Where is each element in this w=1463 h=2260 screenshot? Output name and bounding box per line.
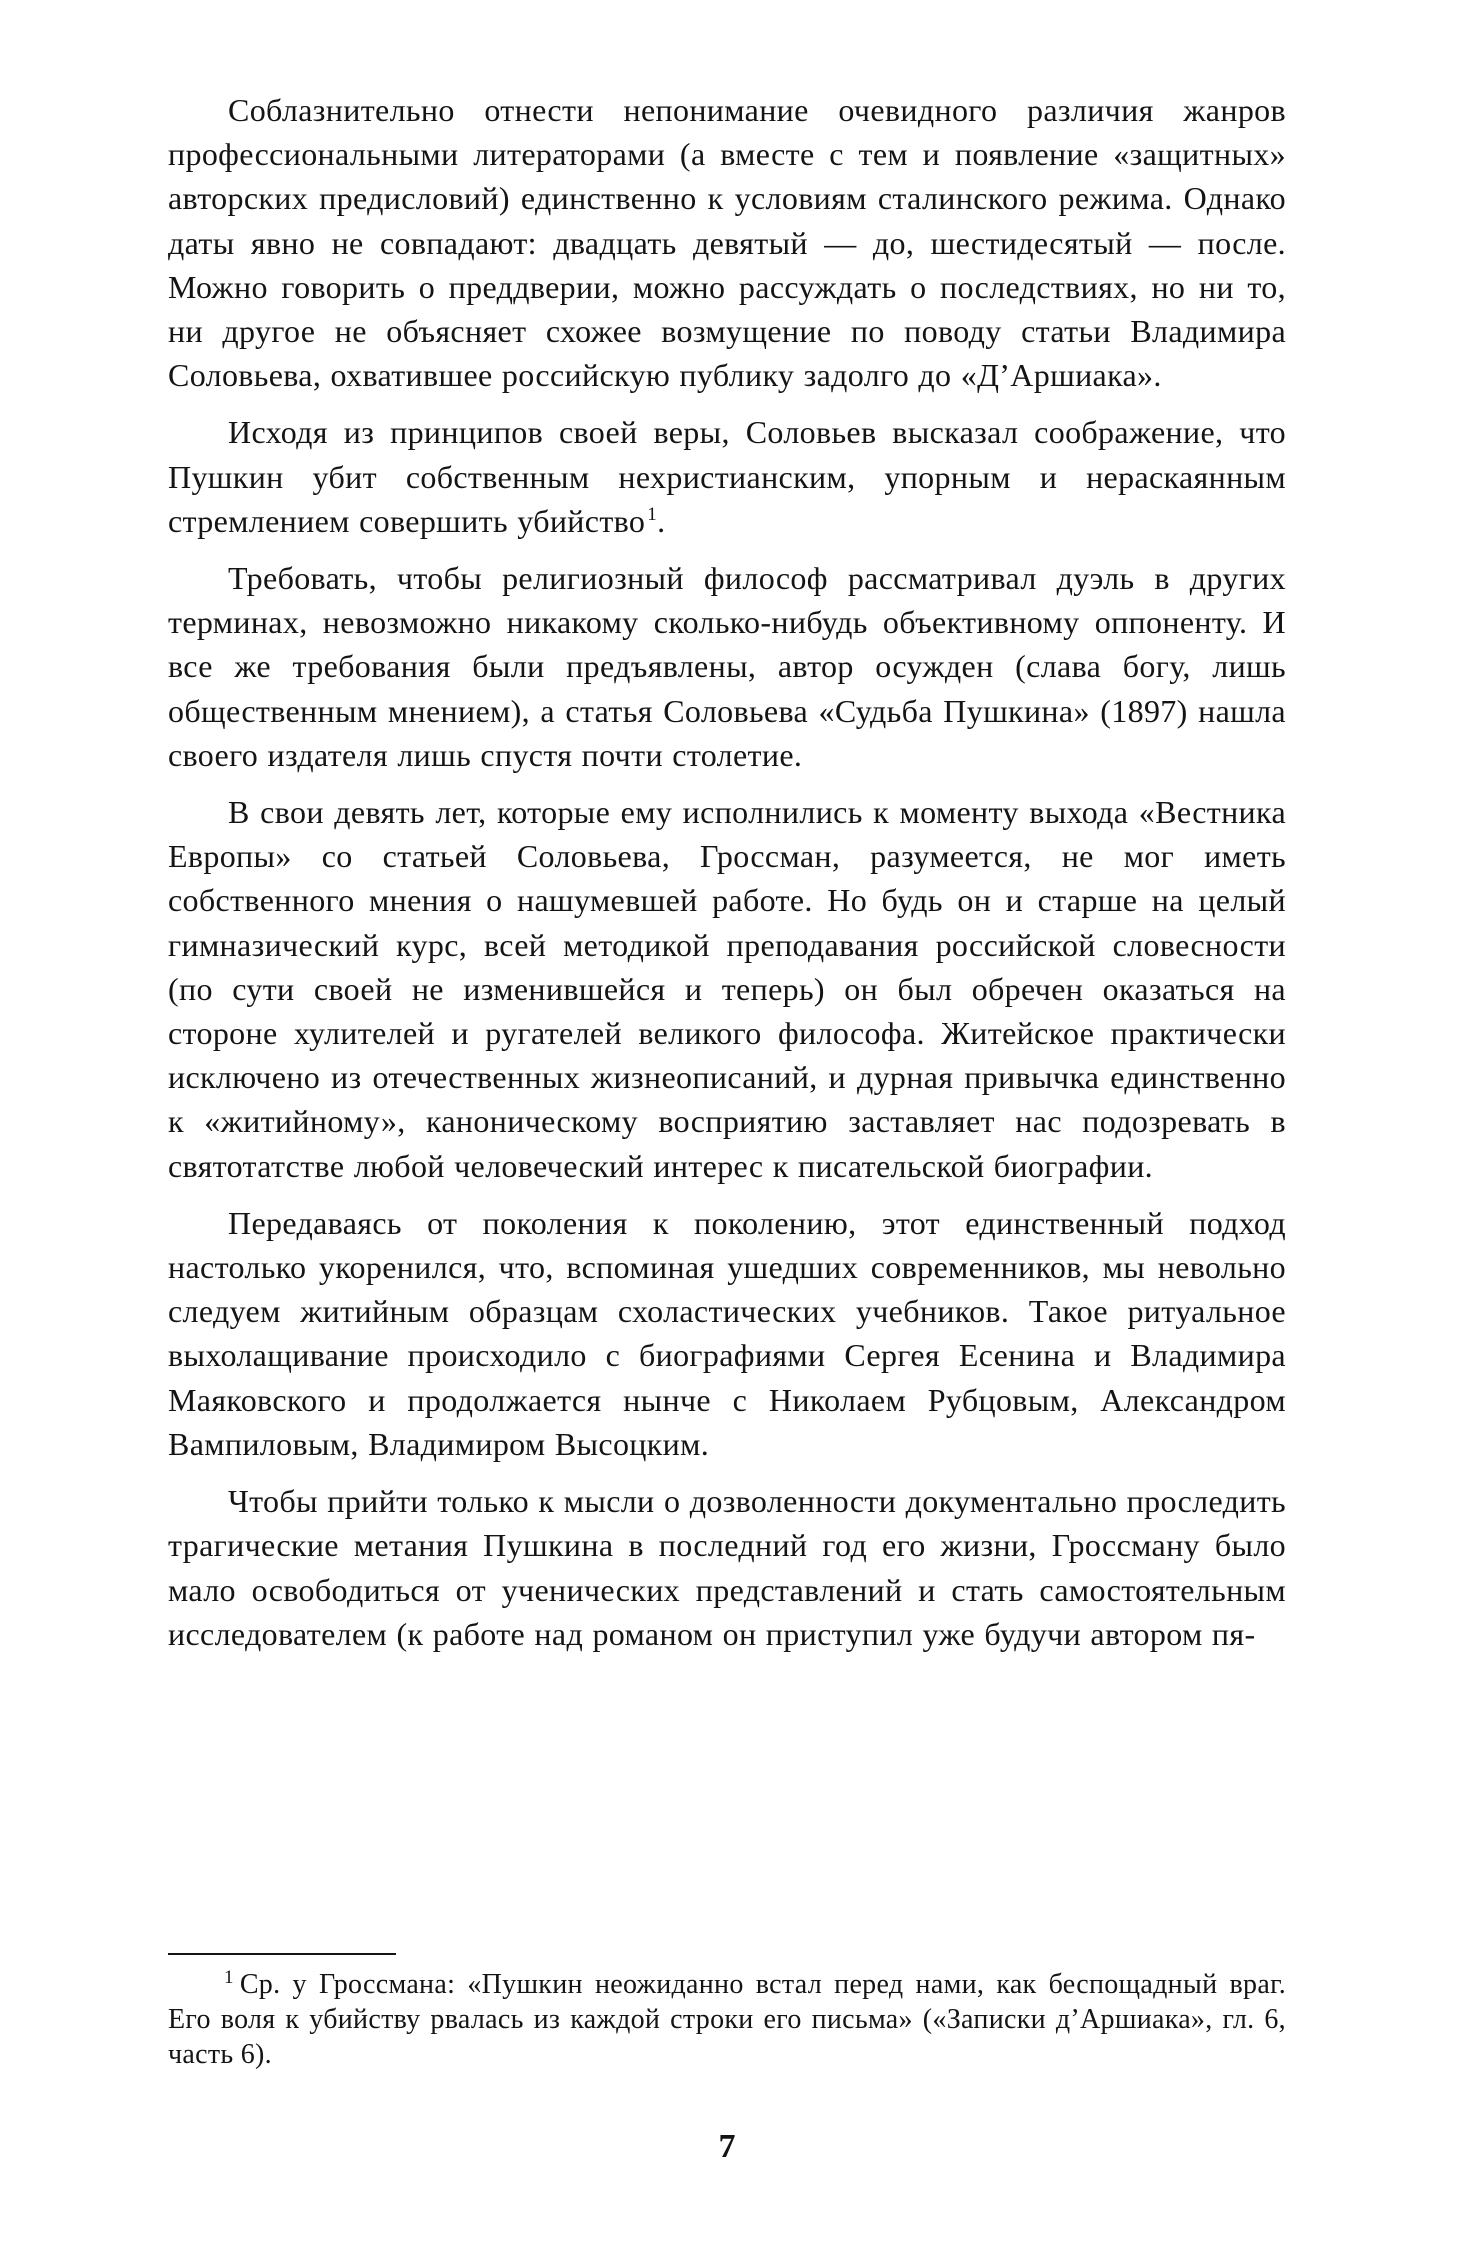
paragraph-3: Требовать, чтобы религиозный философ рассматривал дуэль в других терминах, невозможно никакому сколько-нибудь объективному оппоненту. И все же требования были предъявлены, автор осужден (слава богу, лишь общественным мнением), а статья Соловьева «Судьба Пушкина» (1897) нашла своего издателя лишь спустя почти столетие. — [168, 560, 1286, 773]
footnote-marker: 1 — [224, 1966, 234, 1988]
footnote-divider — [168, 1953, 396, 1955]
footnote-text: Ср. у Гроссмана: «Пушкин неожиданно встал перед нами, как беспощадный враг. Его воля к убийству рвалась из каждой строки его письма» («Записки д’Аршиака», гл. 6, часть 6). — [168, 1969, 1286, 2070]
book-page — [168, 88, 1286, 2165]
main-text — [168, 88, 1286, 1656]
paragraph-4: В свои девять лет, которые ему исполнились к моменту выхода «Вестника Европы» со статьей Соловьева, Гроссман, разумеется, не мог иметь собственного мнения о нашумевшей работе. Но будь он и старше на целый гимназический курс, всей методикой преподавания российской словесности (по сути своей не изменившейся и теперь) он был обречен оказаться на стороне хулителей и ругателей великого философа. Житейское практически исключено из отечественных жизнеописаний, и дурная привычка единственно к «житийному», каноническому восприятию заставляет нас подозревать в святотатстве любой человеческий интерес к писательской биографии. — [168, 794, 1286, 1184]
footnote-reference[interactable]: 1 — [647, 504, 658, 526]
page-number: 7 — [718, 2128, 736, 2165]
footnote — [168, 1967, 1286, 2072]
paragraph-2-end: . — [657, 502, 666, 539]
paragraph-1: Соблазнительно отнести непонимание очевидного различия жанров профессиональными литераторами (а вместе с тем и появление «защитных» авторских предисловий) единственно к условиям сталинского режима. Однако даты явно не совпадают: двадцать девятый — до, шестидесятый — после. Можно говорить о преддверии, можно рассуждать о последствиях, но ни то, ни другое не объясняет схожее возмущение по поводу статьи Владимира Соловьева, охватившее российскую публику задолго до «Д’Аршиака». — [168, 92, 1286, 394]
paragraph-6: Чтобы прийти только к мысли о дозволенности документально проследить трагические метания Пушкина в последний год его жизни, Гроссману было мало освободиться от ученических представлений и стать самостоятельным исследователем (к работе над романом он приступил уже будучи автором пя- — [168, 1483, 1286, 1652]
paragraph-2-text: Исходя из принципов своей веры, Соловьев высказал соображение, что Пушкин убит собственным нехристианским, упорным и нераскаянным стремлением совершить убийство — [168, 414, 1286, 539]
paragraph-2 — [168, 410, 1286, 543]
paragraph-5: Передаваясь от поколения к поколению, этот единственный подход настолько укоренился, что, вспоминая ушедших современников, мы невольно следуем житийным образцам схоластических учебников. Такое ритуальное выхолащивание происходило с биографиями Сергея Есенина и Владимира Маяковского и продолжается нынче с Николаем Рубцовым, Александром Вампиловым, Владимиром Высоцким. — [168, 1204, 1286, 1462]
